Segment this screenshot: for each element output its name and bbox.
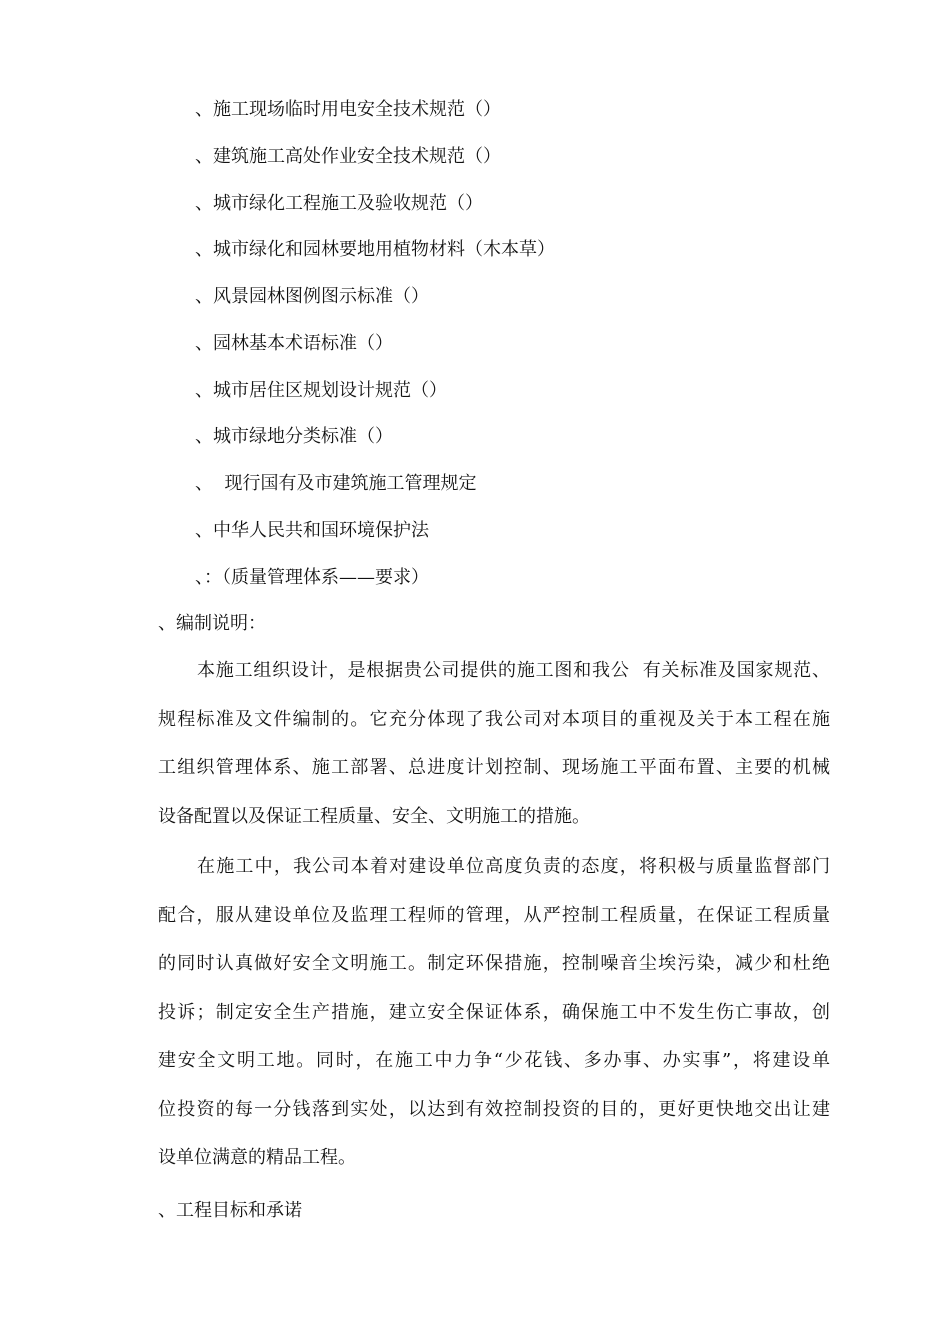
standard-list-item: 、 现行国有及市建筑施工管理规定 [195,473,477,494]
section-heading-compile: 、编制说明： [158,613,266,634]
standard-list-item: 、：（质量管理体系——要求） [195,567,429,588]
paragraph-line: 位投资的每一分钱落到实处，以达到有效控制投资的目的，更好更快地交出让建 [158,1098,830,1120]
paragraph-line: 规程标准及文件编制的。它充分体现了我公司对本项目的重视及关于本工程在施 [158,708,830,730]
section-heading-goal: 、工程目标和承诺 [158,1200,302,1221]
paragraph-line: 本施工组织设计，是根据贵公司提供的施工图和我公 有关标准及国家规范、 [197,660,830,681]
paragraph-line: 设备配置以及保证工程质量、安全、文明施工的措施。 [158,805,590,827]
paragraph-line: 在施工中，我公司本着对建设单位高度负责的态度，将积极与质量监督部门 [197,856,830,877]
paragraph-line: 的同时认真做好安全文明施工。制定环保措施，控制噪音尘埃污染，减少和杜绝 [158,953,830,974]
standard-list-item: 、城市绿化工程施工及验收规范（） [195,193,483,214]
standard-list-item: 、中华人民共和国环境保护法 [195,520,429,541]
standard-list-item: 、园林基本术语标准（） [195,333,393,354]
paragraph-line: 投诉；制定安全生产措施，建立安全保证体系，确保施工中不发生伤亡事故，创 [158,1001,830,1023]
standard-list-item: 、城市绿地分类标准（） [195,426,393,447]
paragraph-line: 配合，服从建设单位及监理工程师的管理，从严控制工程质量，在保证工程质量 [158,904,830,926]
paragraph-line: 设单位满意的精品工程。 [158,1147,356,1168]
paragraph-compile-1 [158,659,830,829]
paragraph-line: 建安全文明工地。同时，在施工中力争“少花钱、多办事、办实事”，将建设单 [158,1050,830,1071]
paragraph-compile-2 [158,855,830,1170]
standard-list-item: 、城市居住区规划设计规范（） [195,380,447,401]
standard-list-item: 、建筑施工高处作业安全技术规范（） [195,146,501,167]
standard-list-item: 、风景园林图例图示标准（） [195,286,429,307]
standard-list-item: 、城市绿化和园林要地用植物材料（木本草） [195,239,555,260]
standard-list-item: 、施工现场临时用电安全技术规范（） [195,99,501,120]
paragraph-line: 工组织管理体系、施工部署、总进度计划控制、现场施工平面布置、主要的机械 [158,757,830,778]
